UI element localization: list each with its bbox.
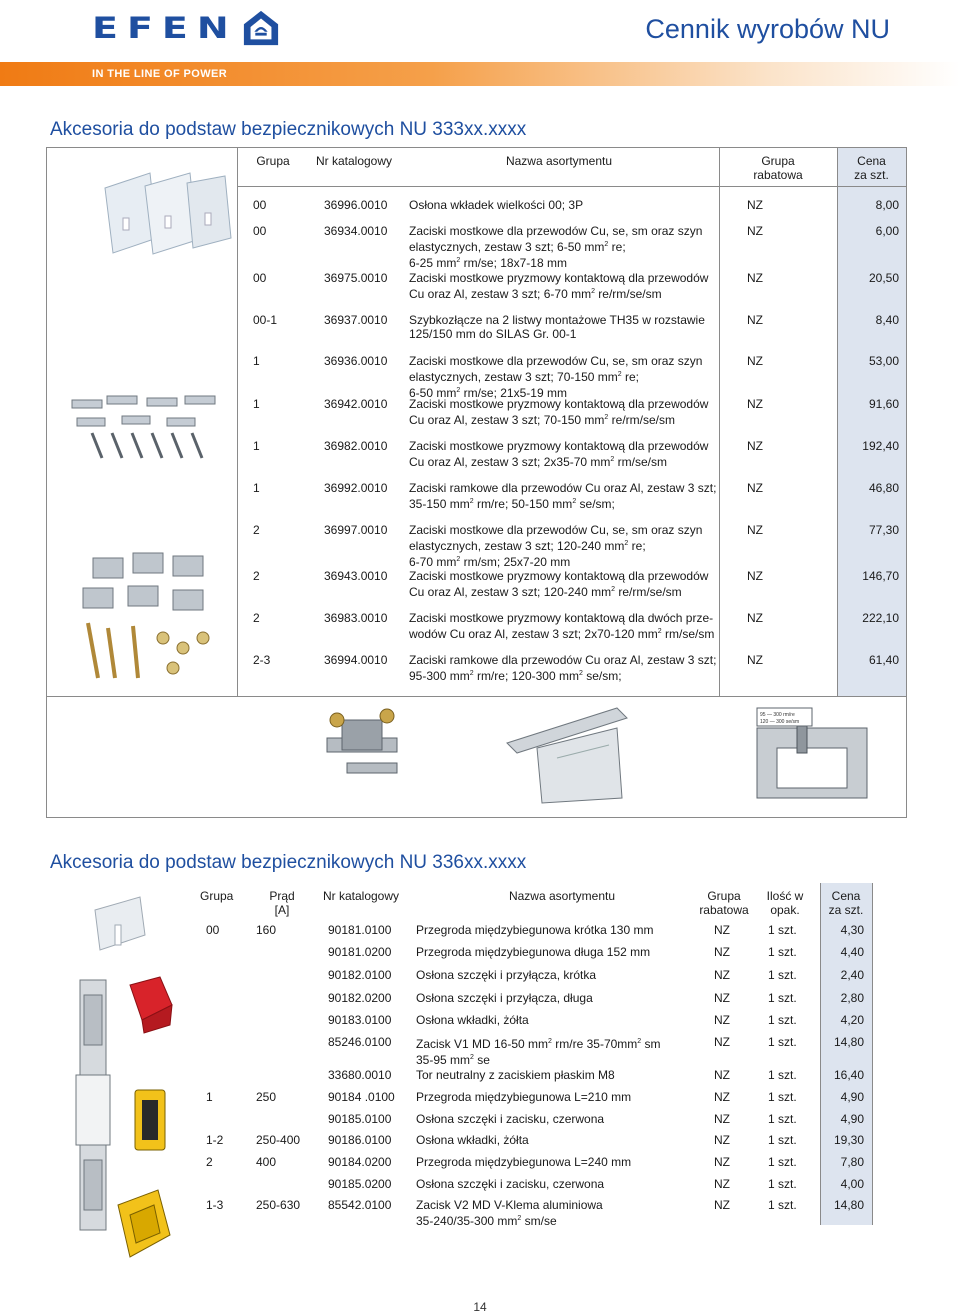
col-header-discount-2 (690, 889, 758, 917)
prism-clamps-image (73, 548, 223, 688)
cell-qty: 1 szt. (768, 1112, 797, 1126)
name-line: elastycznych, zestaw 3 szt; 6-50 $mm^2$ re; (409, 240, 626, 254)
cell-discount: NZ (747, 439, 763, 453)
cell-qty: 1 szt. (768, 1013, 797, 1027)
cell-price: 19,30 (833, 1133, 864, 1147)
cell-price: 6,00 (875, 224, 899, 238)
cell-qty: 1 szt. (768, 1068, 797, 1082)
col-header-discount-line2: rabatowa (753, 168, 803, 182)
name-line: Cu oraz Al, zestaw 3 szt; 70-150 $mm^2$ re/rm/se/sm (409, 413, 675, 427)
cell-price: 77,30 (868, 523, 899, 537)
cell-name (416, 1112, 604, 1126)
cell-price: 4,20 (840, 1013, 864, 1027)
cell-price: 4,00 (840, 1177, 864, 1191)
cell-discount: NZ (714, 968, 730, 982)
name-line: Osłona szczęki i zacisku, czerwona (416, 1177, 605, 1191)
name-line: Zacisk V2 MD V-Klema aluminiowa (416, 1198, 603, 1212)
bridge-clamps-image (67, 388, 227, 468)
cell-qty: 1 szt. (768, 923, 797, 937)
col-header-qty (756, 889, 814, 917)
cell-catalog: 90186.0100 (328, 1133, 392, 1147)
cell-qty: 1 szt. (768, 1035, 797, 1049)
cell-catalog: 36982.0010 (324, 439, 388, 453)
cell-group: 2 (253, 569, 260, 583)
logo-text: EFEN (92, 10, 238, 46)
cell-name (416, 923, 653, 937)
col-header-price (837, 154, 906, 182)
cell-catalog: 36936.0010 (324, 354, 388, 368)
cell-group: 1 (253, 354, 260, 368)
name-line: Szybkozłącze na 2 listwy montażowe TH35 w rozstawie (409, 313, 705, 327)
cell-catalog: 85246.0100 (328, 1035, 392, 1049)
name-line: Zaciski mostkowe dla przewodów Cu, se, sm oraz szyn (409, 354, 703, 368)
col-header-price2-line1: Cena (831, 889, 861, 903)
name-line: 35-150 $mm^2$ rm/re; 50-150 $mm^2$ se/sm; (409, 497, 615, 511)
name-line: Osłona wkładek wielkości 00; 3P (409, 198, 584, 212)
name-line: elastycznych, zestaw 3 szt; 120-240 $mm^2$ re; (409, 539, 646, 553)
cell-catalog: 90182.0200 (328, 991, 392, 1005)
cell-discount: NZ (714, 1068, 730, 1082)
name-line: Zaciski ramkowe dla przewodów Cu oraz Al, zestaw 3 szt; (409, 653, 717, 667)
cell-group: 2 (253, 611, 260, 625)
cell-group: 2-3 (253, 653, 271, 667)
cell-group: 2 (206, 1155, 213, 1169)
cell-name (416, 945, 650, 959)
col-header-discount-line1: Grupa (761, 154, 795, 168)
cell-catalog: 36983.0010 (324, 611, 388, 625)
cell-name (416, 1177, 604, 1191)
col-header-price-2 (820, 889, 872, 917)
name-line: Zaciski mostkowe pryzmowy kontaktową dla przewodów (409, 569, 709, 583)
din-rail-connector-image (497, 703, 647, 808)
col-header-catalog: Nr katalogowy (315, 154, 393, 168)
name-line: Zaciski mostkowe pryzmowy kontaktową dla dwóch prze- (409, 611, 714, 625)
col-header-price-line1: Cena (857, 154, 886, 168)
cell-price: 16,40 (833, 1068, 864, 1082)
cell-current: 160 (256, 923, 277, 937)
cell-catalog: 90181.0100 (328, 923, 392, 937)
col-header-current (252, 889, 312, 917)
cell-qty: 1 szt. (768, 991, 797, 1005)
name-line: Cu oraz Al, zestaw 3 szt; 120-240 $mm^2$ re/rm/se/sm (409, 585, 682, 599)
cell-discount: NZ (714, 1035, 730, 1049)
clamp-label-b: 120 — 300 se/sm (760, 719, 800, 725)
cell-name (409, 271, 708, 301)
cell-current: 250-630 (256, 1198, 301, 1212)
cell-price: 7,80 (840, 1155, 864, 1169)
name-line: Zaciski mostkowe dla przewodów Cu, se, sm oraz szyn (409, 224, 703, 238)
cell-catalog: 90185.0200 (328, 1177, 392, 1191)
cell-discount: NZ (747, 523, 763, 537)
bridge-clamp-detail-image (307, 708, 447, 808)
cell-name (416, 1090, 631, 1104)
name-line: wodów Cu oraz Al, zestaw 3 szt; 2x70-120 $mm^2$ rm/se/sm (409, 627, 715, 641)
cell-discount: NZ (714, 1013, 730, 1027)
cell-name (416, 991, 593, 1005)
cell-catalog: 36975.0010 (324, 271, 388, 285)
cell-price: 4,40 (840, 945, 864, 959)
col-header-qty-line2: opak. (770, 903, 800, 917)
cell-name (416, 1068, 615, 1082)
header-band (0, 62, 960, 86)
name-line: 35-240/35-300 $mm^2$ sm/se (416, 1214, 557, 1228)
cell-discount: NZ (747, 313, 763, 327)
cell-catalog: 36992.0010 (324, 481, 388, 495)
document-title: Cennik wyrobów NU (645, 14, 890, 44)
cell-price: 91,60 (868, 397, 899, 411)
cell-group: 00 (253, 198, 267, 212)
name-line: 95-300 $mm^2$ rm/re; 120-300 $mm^2$ se/sm; (409, 669, 622, 683)
cell-discount: NZ (714, 1155, 730, 1169)
cell-name (416, 968, 596, 982)
cell-catalog: 90185.0100 (328, 1112, 392, 1126)
section-title-333: Akcesoria do podstaw bezpiecznikowych NU 333xx.xxxx (50, 119, 527, 140)
name-line: Przegroda międzybiegunowa L=210 mm (416, 1090, 632, 1104)
yellow-cover-large-image (108, 1185, 178, 1265)
cell-qty: 1 szt. (768, 1133, 797, 1147)
cell-group: 1 (253, 397, 260, 411)
cell-name (409, 523, 702, 569)
cell-name (409, 569, 708, 599)
cell-price: 4,90 (840, 1090, 864, 1104)
cell-discount: NZ (714, 1112, 730, 1126)
cell-catalog: 36994.0010 (324, 653, 388, 667)
cell-catalog: 90184.0200 (328, 1155, 392, 1169)
name-line: Osłona szczęki i zacisku, czerwona (416, 1112, 605, 1126)
col-header-group: Grupa (256, 154, 290, 168)
cell-group: 00-1 (253, 313, 278, 327)
cell-discount: NZ (714, 945, 730, 959)
name-line: Osłona wkładki, żółta (416, 1013, 529, 1027)
name-line: 6-25 $mm^2$ rm/se; 18x7-18 mm (409, 256, 567, 270)
clamp-label-a: 95 — 300 rm/re (760, 712, 795, 718)
cell-name (416, 1035, 661, 1067)
name-line: Zaciski mostkowe pryzmowy kontaktową dla przewodów (409, 397, 709, 411)
cell-group: 00 (253, 224, 267, 238)
col-header-discount (719, 154, 837, 182)
cell-current: 400 (256, 1155, 277, 1169)
col-header-discount2-line2: rabatowa (699, 903, 749, 917)
cell-group: 1 (206, 1090, 213, 1104)
tagline: IN THE LINE OF POWER (92, 68, 228, 80)
cell-price: 46,80 (868, 481, 899, 495)
cell-group: 00 (206, 923, 220, 937)
cell-name (409, 653, 716, 683)
cell-name (416, 1013, 529, 1027)
col-header-current-line2: [A] (274, 903, 290, 917)
fuse-cover-image (95, 168, 235, 268)
cell-price: 53,00 (868, 354, 899, 368)
cell-name (409, 354, 702, 400)
cell-name (416, 1198, 603, 1228)
cell-name (409, 397, 708, 427)
cell-discount: NZ (714, 1198, 730, 1212)
cell-name (409, 313, 705, 341)
phase-barrier-image (90, 895, 150, 955)
cell-price: 192,40 (862, 439, 899, 453)
cell-group: 1-2 (206, 1133, 224, 1147)
cell-qty: 1 szt. (768, 1155, 797, 1169)
name-line: Zaciski ramkowe dla przewodów Cu oraz Al, zestaw 3 szt; (409, 481, 717, 495)
col-header-discount2-line1: Grupa (707, 889, 741, 903)
cell-qty: 1 szt. (768, 945, 797, 959)
col-header-price-line2: za szt. (854, 168, 889, 182)
col-header-name-2: Nazwa asortymentu (508, 889, 616, 903)
cell-discount: NZ (714, 1133, 730, 1147)
cell-discount: NZ (747, 354, 763, 368)
efen-logo (92, 6, 280, 50)
name-line: Zaciski mostkowe dla przewodów Cu, se, sm oraz szyn (409, 523, 703, 537)
cell-discount: NZ (714, 1177, 730, 1191)
name-line: 125/150 mm do SILAS Gr. 00-1 (409, 327, 577, 341)
cell-price: 14,80 (833, 1198, 864, 1212)
name-line: Tor neutralny z zaciskiem płaskim M8 (416, 1068, 615, 1082)
section-title-336: Akcesoria do podstaw bezpiecznikowych NU 336xx.xxxx (50, 852, 527, 873)
name-line: Zaciski mostkowe pryzmowy kontaktową dla przewodów (409, 271, 709, 285)
name-line: Osłona wkładki, żółta (416, 1133, 529, 1147)
name-line: Cu oraz Al, zestaw 3 szt; 6-70 $mm^2$ re/rm/se/sm (409, 287, 662, 301)
cell-price: 222,10 (862, 611, 899, 625)
cell-price: 2,40 (840, 968, 864, 982)
cell-discount: NZ (747, 271, 763, 285)
cell-qty: 1 szt. (768, 1090, 797, 1104)
cell-price: 20,50 (868, 271, 899, 285)
cell-discount: NZ (747, 397, 763, 411)
house-logo-icon (242, 9, 280, 47)
col-header-qty-line1: Ilość w (766, 889, 804, 903)
cell-qty: 1 szt. (768, 968, 797, 982)
name-line: Przegroda międzybiegunowa L=240 mm (416, 1155, 632, 1169)
cell-catalog: 33680.0010 (328, 1068, 392, 1082)
cell-catalog: 36934.0010 (324, 224, 388, 238)
name-line: elastycznych, zestaw 3 szt; 70-150 $mm^2$ re; (409, 370, 639, 384)
name-line: Przegroda międzybiegunowa krótka 130 mm (416, 923, 654, 937)
page-number: 14 (473, 1300, 487, 1314)
name-line: Przegroda międzybiegunowa długa 152 mm (416, 945, 651, 959)
cell-catalog: 36942.0010 (324, 397, 388, 411)
cell-group: 2 (253, 523, 260, 537)
cell-discount: NZ (747, 569, 763, 583)
cell-catalog: 36943.0010 (324, 569, 388, 583)
red-cover-image (120, 975, 180, 1035)
name-line: Osłona szczęki i przyłącza, krótka (416, 968, 597, 982)
name-line: Cu oraz Al, zestaw 3 szt; 2x35-70 $mm^2$ rm/se/sm (409, 455, 667, 469)
cell-discount: NZ (747, 224, 763, 238)
cell-discount: NZ (747, 481, 763, 495)
table-333-box (46, 147, 907, 818)
name-line: Osłona szczęki i przyłącza, długa (416, 991, 593, 1005)
cell-catalog: 90181.0200 (328, 945, 392, 959)
cell-name (416, 1155, 631, 1169)
cell-price: 2,80 (840, 991, 864, 1005)
cell-discount: NZ (714, 991, 730, 1005)
cell-catalog: 90183.0100 (328, 1013, 392, 1027)
col-header-catalog-2: Nr katalogowy (322, 889, 400, 903)
name-line: 6-70 $mm^2$ rm/sm; 25x7-20 mm (409, 555, 571, 569)
cell-discount: NZ (714, 1090, 730, 1104)
cell-catalog: 36997.0010 (324, 523, 388, 537)
name-line: 6-50 $mm^2$ rm/se; 21x5-19 mm (409, 386, 567, 400)
cell-catalog: 36996.0010 (324, 198, 388, 212)
cell-group: 1 (253, 439, 260, 453)
cell-group: 1 (253, 481, 260, 495)
col-header-current-line1: Prąd (269, 889, 295, 903)
cell-price: 8,40 (875, 313, 899, 327)
cell-group: 00 (253, 271, 267, 285)
cell-price: 146,70 (862, 569, 899, 583)
cell-price: 61,40 (868, 653, 899, 667)
cell-qty: 1 szt. (768, 1177, 797, 1191)
cell-name (409, 439, 708, 469)
name-line: Zaciski mostkowe pryzmowy kontaktową dla przewodów (409, 439, 709, 453)
cell-price: 14,80 (833, 1035, 864, 1049)
yellow-cover-small-image (130, 1085, 170, 1155)
cell-catalog: 36937.0010 (324, 313, 388, 327)
cell-discount: NZ (747, 653, 763, 667)
cell-catalog: 90184 .0100 (328, 1090, 395, 1104)
cell-name (409, 481, 716, 511)
col-header-price2-line2: za szt. (828, 903, 864, 917)
cell-catalog: 85542.0100 (328, 1198, 392, 1212)
cell-discount: NZ (747, 611, 763, 625)
frame-clamp-image (737, 703, 887, 808)
cell-discount: NZ (747, 198, 763, 212)
name-line: 35-95 $mm^2$ se (416, 1053, 490, 1067)
cell-price: 4,90 (840, 1112, 864, 1126)
col-header-group-2: Grupa (200, 889, 234, 903)
cell-current: 250 (256, 1090, 277, 1104)
name-line: Zacisk V1 MD 16-50 $mm^2$ rm/re $35-70mm^2$ sm (416, 1037, 661, 1051)
cell-group: 1-3 (206, 1198, 224, 1212)
cell-name (416, 1133, 529, 1147)
cell-catalog: 90182.0100 (328, 968, 392, 982)
cell-name (409, 611, 714, 641)
cell-qty: 1 szt. (768, 1198, 797, 1212)
cell-name (409, 198, 583, 212)
cell-price: 4,30 (840, 923, 864, 937)
cell-price: 8,00 (875, 198, 899, 212)
cell-current: 250-400 (256, 1133, 301, 1147)
cell-discount: NZ (714, 923, 730, 937)
col-header-name: Nazwa asortymentu (505, 154, 613, 168)
cell-name (409, 224, 702, 270)
